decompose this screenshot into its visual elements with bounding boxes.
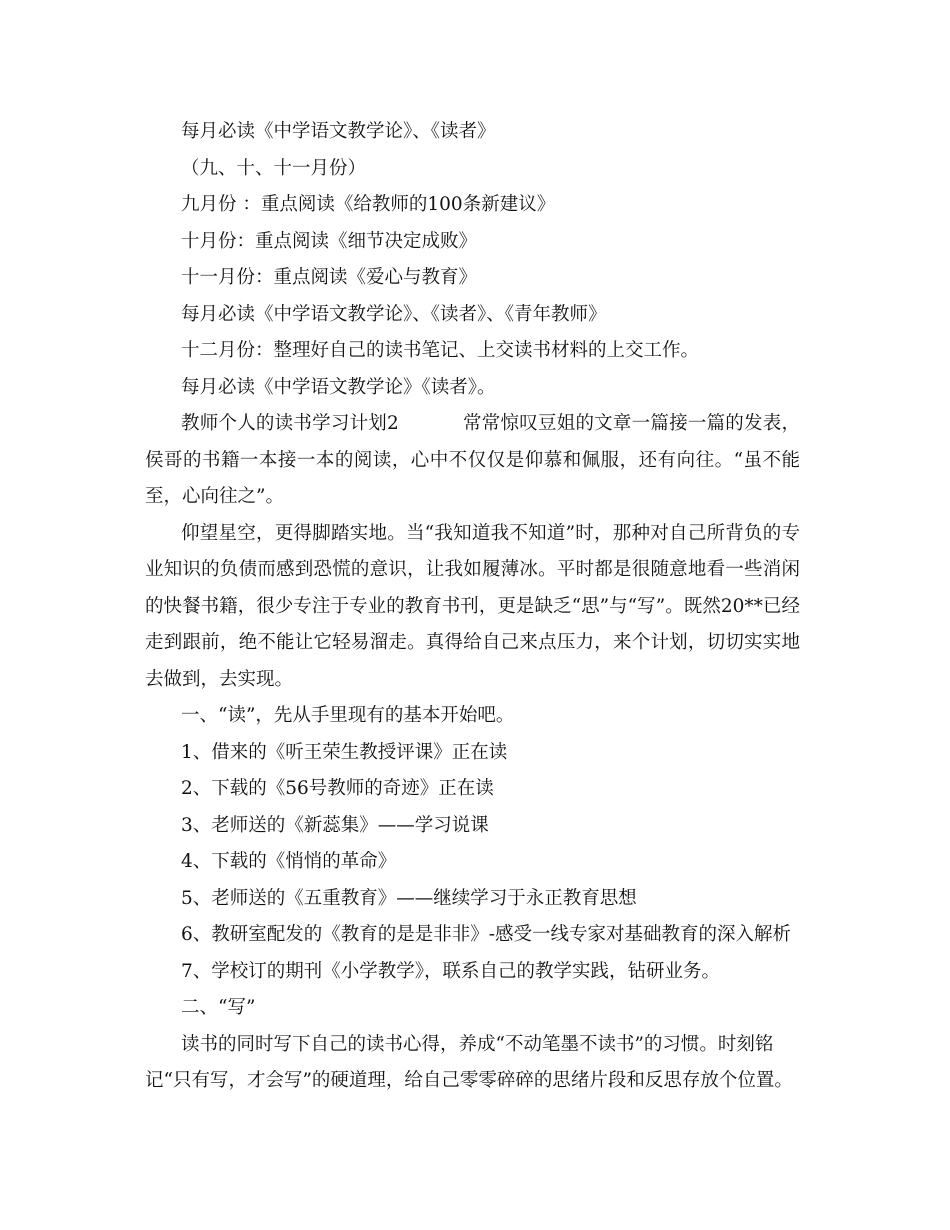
list-item: 1、借来的《听王荣生教授评课》正在读 — [181, 741, 508, 763]
read-heading: 一、“读”，先从手里现有的基本开始吧。 — [181, 705, 515, 726]
list-item: 7、学校订的期刊《小学教学》，联系自己的教学实践，钻研业务。 — [181, 960, 721, 982]
plan2-title: 教师个人的读书学习计划2 — [181, 413, 399, 434]
text-line: 每月必读《中学语文教学论》、《读者》、《青年教师》 — [181, 303, 607, 325]
text-line: 十月份：重点阅读《细节决定成败》 — [181, 230, 478, 252]
text-line: 每月必读《中学语文教学论》《读者》。 — [181, 376, 496, 398]
text-line: 十一月份：重点阅读《爱心与教育》 — [181, 267, 478, 288]
list-item: 6、教研室配发的《教育的是是非非》-感受一线专家对基础教育的深入解析 — [181, 924, 792, 945]
write-paragraph-line: 读书的同时写下自己的读书心得，养成“不动笔墨不读书”的习惯。时刻铭 — [181, 1033, 774, 1055]
text-line: 每月必读《中学语文教学论》、《读者》 — [181, 121, 496, 142]
plan2-body: 常常惊叹豆姐的文章一篇接一篇的发表，侯哥的书籍一本接一本的阅读，心中不仅仅是仰慕和佩服，还有向往。“虽不能至，心向往之”。 — [145, 413, 800, 507]
document-body — [145, 114, 800, 1100]
stars-paragraph: 仰望星空，更得脚踏实地。当“我知道我不知道”时，那种对自己所背负的专业知识的负债而感到恐慌的意识，让我如履薄冰。平时都是很随意地看一些消闲的快餐书籍，很少专注于专业的教育书刊，更是缺乏“思”与“写”。既然20**已经走到跟前，绝不能让它轻易溜走。真得给自己来点压力，来个计划，切切实实地去做到，去实现。 — [145, 522, 800, 690]
plan2-paragraph — [145, 406, 800, 516]
list-item: 5、老师送的《五重教育》——继续学习于永正教育思想 — [181, 887, 637, 909]
write-paragraph-line: 记“只有写，才会写”的硬道理，给自己零零碎碎的思绪片段和反思存放个位置。 — [145, 1070, 793, 1091]
text-line: （九、十、十一月份） — [181, 157, 367, 179]
text-line: 九月份 ：重点阅读《给教师的100条新建议》 — [181, 194, 556, 215]
list-item: 4、下载的《悄悄的革命》 — [181, 851, 397, 872]
list-item: 3、老师送的《新蕊集》——学习说课 — [181, 814, 489, 836]
text-line: 十二月份：整理好自己的读书笔记、上交读书材料的上交工作。 — [181, 340, 700, 361]
list-item: 2、下载的《56号教师的奇迹》正在读 — [181, 778, 494, 799]
write-heading: 二、“写” — [181, 997, 256, 1018]
